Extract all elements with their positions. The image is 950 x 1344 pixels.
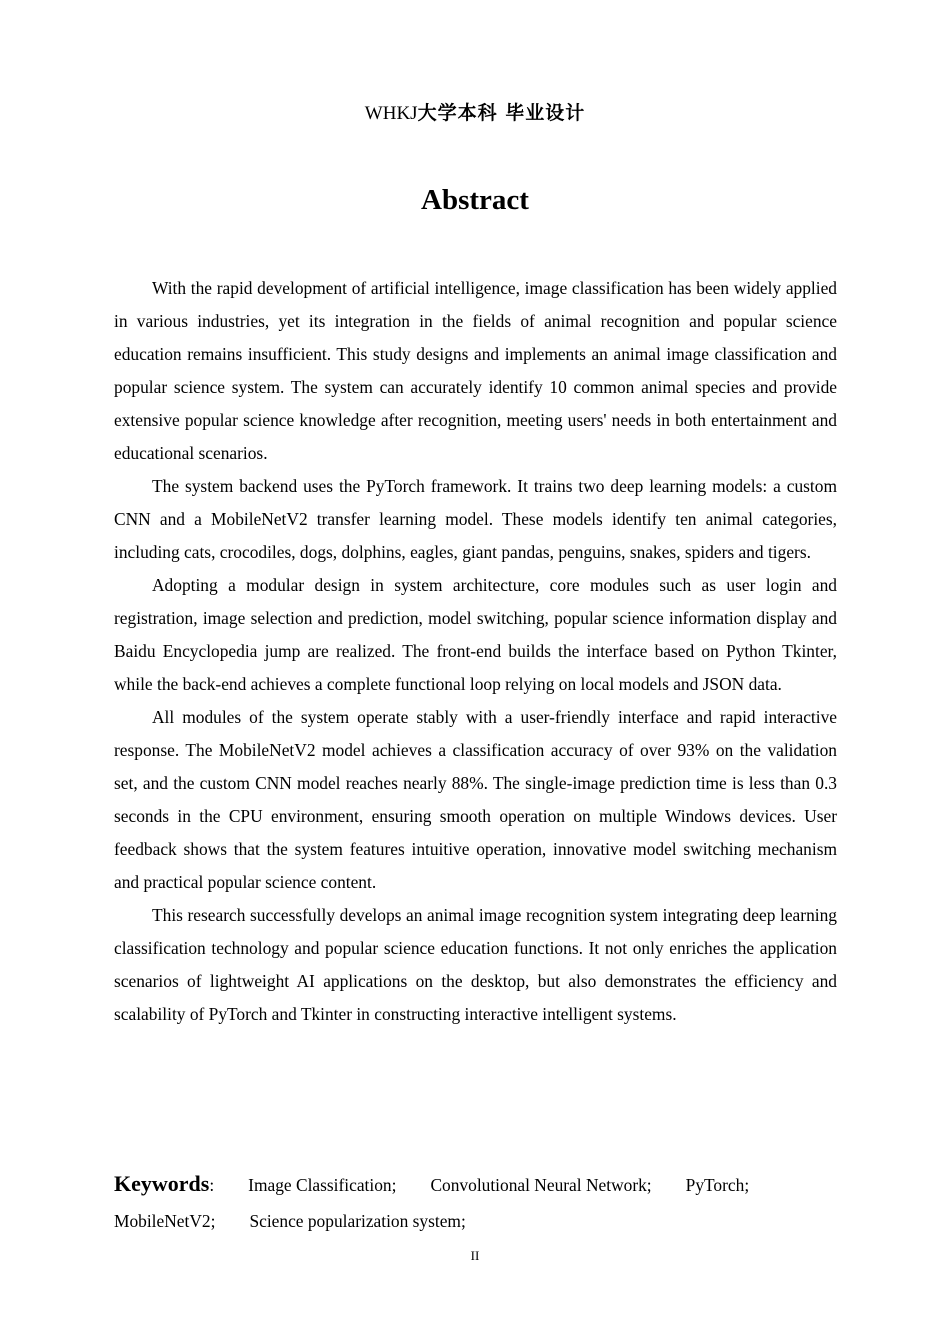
keywords-second-line [114,1203,837,1239]
abstract-title: Abstract [421,184,529,216]
header-thesis-label: 大学本科 毕业设计 [417,102,586,124]
keyword-item: PyTorch; [685,1175,750,1195]
page-header [0,98,950,125]
page-number: II [470,1248,480,1263]
keywords-section [114,1166,837,1239]
keyword-item: Convolutional Neural Network; [430,1175,652,1195]
keyword-item: Science popularization system; [249,1211,466,1231]
keyword-item: MobileNetV2; [114,1211,216,1231]
keywords-colon: : [209,1175,215,1195]
keyword-item: Image Classification; [248,1175,397,1195]
abstract-paragraph-4: All modules of the system operate stably with a user-friendly interface and rapid interactive response. The MobileNetV2 model achieves a classification accuracy of over 93% on the validation set, and the custom CNN model reaches nearly 88%. The single-image prediction time is less than 0.3 seconds in the CPU environment, ensuring smooth operation on multiple Windows devices. User feedback shows that the system features intuitive operation, innovative model switching mechanism and practical popular science content. [114,707,837,892]
header-university-code: WHKJ [364,103,418,124]
keywords-label: Keywords [114,1171,210,1196]
abstract-paragraph-3: Adopting a modular design in system architecture, core modules such as user login and registration, image selection and prediction, model switching, popular science information display and Baidu Encyclopedia jump are realized. The front-end builds the interface based on Python Tkinter, while the back-end achieves a complete functional loop relying on local models and JSON data. [114,575,837,694]
abstract-paragraph-2: The system backend uses the PyTorch framework. It trains two deep learning models: a custom CNN and a MobileNetV2 transfer learning model. These models identify ten animal categories, including cats, crocodiles, dogs, dolphins, eagles, giant pandas, penguins, snakes, spiders and tigers. [114,476,837,562]
abstract-paragraph-5: This research successfully develops an animal image recognition system integrating deep learning classification technology and popular science education functions. It not only enriches the application scenarios of lightweight AI applications on the desktop, but also demonstrates the efficiency and scalability of PyTorch and Tkinter in constructing interactive intelligent systems. [114,905,837,1024]
abstract-paragraph-1: With the rapid development of artificial intelligence, image classification has been widely applied in various industries, yet its integration in the fields of animal recognition and popular science education remains insufficient. This study designs and implements an animal image classification and popular science system. The system can accurately identify 10 common animal species and provide extensive popular science knowledge after recognition, meeting users' needs in both entertainment and educational scenarios. [114,278,837,463]
abstract-body [114,272,837,1031]
